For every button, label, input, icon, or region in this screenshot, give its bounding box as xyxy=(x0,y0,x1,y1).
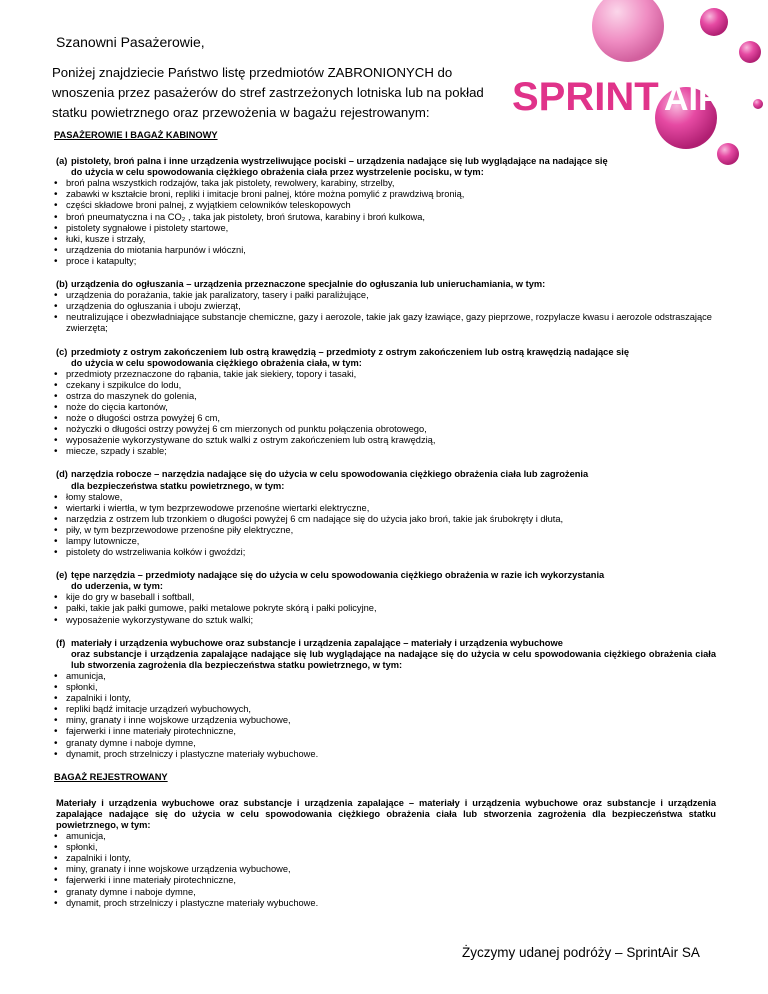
list-item: • przedmioty przeznaczone do rąbania, takie jak siekiery, topory i tasaki, xyxy=(56,369,716,380)
category-block xyxy=(56,279,716,334)
registered-items xyxy=(56,831,716,909)
list-item: • fajerwerki i inne materiały pirotechniczne, xyxy=(56,726,716,737)
list-item: • zapalniki i lonty, xyxy=(56,853,716,864)
list-item: • miny, granaty i inne wojskowe urządzenia wybuchowe, xyxy=(56,715,716,726)
list-item: • dynamit, proch strzelniczy i plastyczne materiały wybuchowe. xyxy=(56,898,716,909)
category-label: (a) xyxy=(56,156,68,167)
logo-text-sprint: SPRINT xyxy=(512,75,659,119)
greeting: Szanowni Pasażerowie, xyxy=(56,34,205,50)
item-list xyxy=(56,492,716,559)
section-title-cabin: PASAŻEROWIE I BAGAŻ KABINOWY xyxy=(54,130,218,140)
list-item: • granaty dymne i naboje dymne, xyxy=(56,887,716,898)
list-item: • pistolety sygnałowe i pistolety startowe, xyxy=(56,223,716,234)
category-heading xyxy=(56,279,716,290)
category-block xyxy=(56,469,716,558)
item-list xyxy=(56,671,716,760)
list-item: • miny, granaty i inne wojskowe urządzenia wybuchowe, xyxy=(56,864,716,875)
category-heading-continuation: do użycia w celu spowodowania ciężkiego obrażenia ciała przez wystrzelenie pocisku, w tym: xyxy=(71,167,484,178)
category-heading xyxy=(56,469,716,491)
item-list xyxy=(56,369,716,458)
category-heading-text: pistolety, broń palna i inne urządzenia wystrzeliwujące pociski – urządzenia nadające się lub wyglądające na nadające się xyxy=(71,156,608,167)
list-item: • miecze, szpady i szable; xyxy=(56,446,716,457)
intro-paragraph: Poniżej znajdziecie Państwo listę przedmiotów ZABRONIONYCH do wnoszenia przez pasażerów do stref zastrzeżonych lotniska lub na pokład statku powietrznego oraz przewożenia w bagażu rejestrowanym: xyxy=(52,65,484,120)
list-item: • wyposażenie wykorzystywane do sztuk walki z ostrym zakończeniem lub ostrą krawędzią, xyxy=(56,435,716,446)
list-item: • broń pneumatyczna i na CO₂ , taka jak pistolety, broń śrutowa, karabiny i broń kulkowa, xyxy=(56,212,716,223)
list-item: • nożyczki o długości ostrzy powyżej 6 cm mierzonych od punktu połączenia obrotowego, xyxy=(56,424,716,435)
list-item: • wyposażenie wykorzystywane do sztuk walki; xyxy=(56,615,716,626)
category-label: (d) xyxy=(56,469,68,480)
category-label: (e) xyxy=(56,570,68,581)
item-list xyxy=(56,178,716,267)
cabin-categories xyxy=(56,156,716,760)
list-item: • pałki, takie jak pałki gumowe, pałki metalowe pokryte skórą i pałki policyjne, xyxy=(56,603,716,614)
logo-text-air: AIR xyxy=(664,80,723,118)
list-item: • noże do cięcia kartonów, xyxy=(56,402,716,413)
category-heading-continuation: dla bezpieczeństwa statku powietrznego, w tym: xyxy=(71,480,285,491)
bubble xyxy=(592,0,664,62)
list-item: • lampy lutownicze, xyxy=(56,536,716,547)
list-item: • zabawki w kształcie broni, repliki i imitacje broni palnej, które można pomylić z prawdziwą bronią, xyxy=(56,189,716,200)
category-heading xyxy=(56,570,716,592)
bubble xyxy=(739,41,761,63)
category-heading xyxy=(56,638,716,671)
list-item: • pistolety do wstrzeliwania kołków i gwoździ; xyxy=(56,547,716,558)
list-item: • piły, w tym bezprzewodowe przenośne piły elektryczne, xyxy=(56,525,716,536)
category-block xyxy=(56,570,716,625)
category-heading xyxy=(56,156,716,178)
bubble xyxy=(717,143,739,165)
list-item: • łuki, kusze i strzały, xyxy=(56,234,716,245)
list-item: • wiertarki i wiertła, w tym bezprzewodowe przenośne wiertarki elektryczne, xyxy=(56,503,716,514)
registered-heading: Materiały i urządzenia wybuchowe oraz substancje i urządzenia zapalające – materiały i urządzenia wybuchowe oraz substancje i urządzenia zapalające nadające się do użycia w celu spowodowania ciężkiego obrażenia ciała lub stworzenia zagrożenia dla bezpieczeństwa statku powietrznego, w tym: xyxy=(56,797,716,830)
category-heading-text: tępe narzędzia – przedmioty nadające się do użycia w celu spowodowania ciężkiego obrażenia w razie ich wykorzystania xyxy=(71,570,605,581)
section-title-registered: BAGAŻ REJESTROWANY xyxy=(54,771,168,782)
category-heading xyxy=(56,347,716,369)
list-item: • zapalniki i lonty, xyxy=(56,693,716,704)
list-item: • urządzenia do ogłuszania i uboju zwierząt, xyxy=(56,301,716,312)
list-item: • proce i katapulty; xyxy=(56,256,716,267)
list-item: • repliki bądź imitacje urządzeń wybuchowych, xyxy=(56,704,716,715)
bubble xyxy=(700,8,728,36)
list-item: • fajerwerki i inne materiały pirotechniczne, xyxy=(56,875,716,886)
list-item: • ostrza do maszynek do golenia, xyxy=(56,391,716,402)
list-item: • narzędzia z ostrzem lub trzonkiem o długości powyżej 6 cm nadające się do użycia jako broń, takie jak śrubokręty i dłuta, xyxy=(56,514,716,525)
list-item: • spłonki, xyxy=(56,842,716,853)
list-item: • spłonki, xyxy=(56,682,716,693)
category-block xyxy=(56,156,716,267)
category-heading-continuation: do uderzenia, w tym: xyxy=(71,581,163,592)
category-heading-text: materiały i urządzenia wybuchowe oraz substancje i urządzenia zapalające – materiały i urządzenia wybuchowe xyxy=(71,637,563,648)
category-block xyxy=(56,347,716,458)
list-item: • urządzenia do porażania, takie jak paralizatory, tasery i pałki paraliżujące, xyxy=(56,290,716,301)
list-item: • broń palna wszystkich rodzajów, taka jak pistolety, rewolwery, karabiny, strzelby, xyxy=(56,178,716,189)
list-item: • czekany i szpikulce do lodu, xyxy=(56,380,716,391)
bubble xyxy=(753,99,763,109)
item-list xyxy=(56,592,716,625)
list-item: • noże o długości ostrza powyżej 6 cm, xyxy=(56,413,716,424)
category-heading-continuation: do użycia w celu spowodowania ciężkiego obrażenia ciała, w tym: xyxy=(71,357,362,368)
category-label: (f) xyxy=(56,637,66,648)
category-heading-text: narzędzia robocze – narzędzia nadające się do użycia w celu spowodowania ciężkiego obrażenia ciała lub zagrożenia xyxy=(71,469,589,480)
category-label: (b) xyxy=(56,279,68,290)
list-item: • neutralizujące i obezwładniające substancje chemiczne, gazy i aerozole, takie jak gazy łzawiące, gazy pieprzowe, rozpylacze kwasu i aerozole odstraszające zwierzęta; xyxy=(56,312,716,334)
category-heading-text: urządzenia do ogłuszania – urządzenia przeznaczone specjalnie do ogłuszania lub unieruchamiania, w tym: xyxy=(71,279,546,290)
list-item: • urządzenia do miotania harpunów i włóczni, xyxy=(56,245,716,256)
category-label: (c) xyxy=(56,346,68,357)
category-block xyxy=(56,638,716,760)
list-item: • części składowe broni palnej, z wyjątkiem celowników teleskopowych xyxy=(56,200,716,211)
list-item: • granaty dymne i naboje dymne, xyxy=(56,738,716,749)
list-item: • dynamit, proch strzelniczy i plastyczne materiały wybuchowe. xyxy=(56,749,716,760)
category-heading-text: przedmioty z ostrym zakończeniem lub ostrą krawędzią – przedmioty z ostrym zakończeniem lub ostrą krawędzią nadające się xyxy=(71,346,629,357)
list-item: • amunicja, xyxy=(56,831,716,842)
category-heading-continuation: oraz substancje i urządzenia zapalające nadające się lub wyglądające na nadające się do użycia w celu spowodowania ciężkiego obrażenia ciała lub stworzenia zagrożenia dla bezpieczeństwa statku powietrznego, w tym: xyxy=(71,648,716,670)
list-item: • łomy stalowe, xyxy=(56,492,716,503)
item-list xyxy=(56,290,716,334)
closing-text: Życzymy udanej podróży – SprintAir SA xyxy=(462,945,700,960)
list-item: • kije do gry w baseball i softball, xyxy=(56,592,716,603)
list-item: • amunicja, xyxy=(56,671,716,682)
document-body xyxy=(56,130,716,909)
